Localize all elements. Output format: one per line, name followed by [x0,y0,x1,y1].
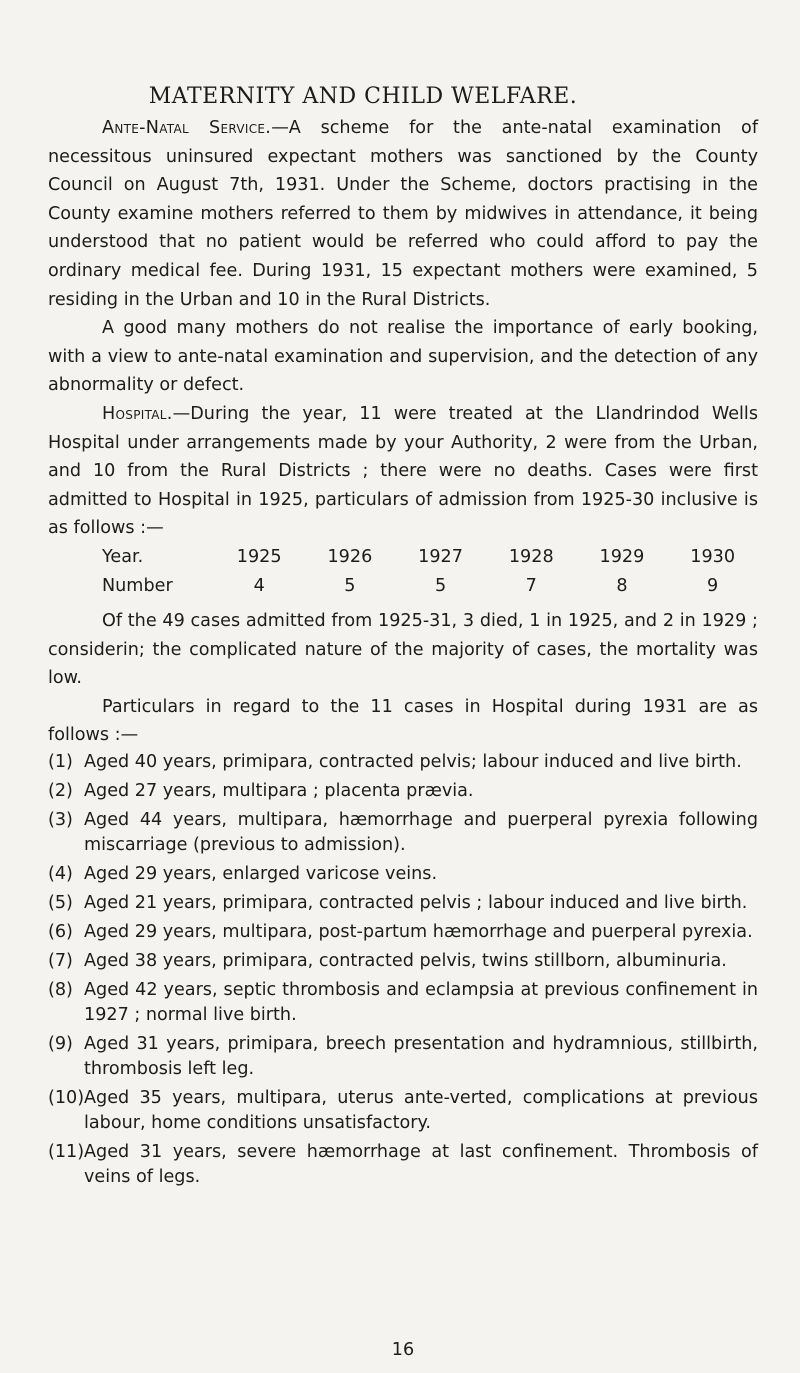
case-text: Aged 44 years, multipara, hæmorrhage and puerperal pyrexia following miscarriage (previous to admission). [84,809,758,855]
list-item [48,920,758,945]
list-item [48,1140,758,1190]
list-item [48,808,758,858]
hospital-heading: Hospital. [102,403,173,424]
case-text: Aged 31 years, severe hæmorrhage at last confinement. Thrombosis of veins of legs. [84,1141,758,1187]
number-label: Number [102,576,173,597]
case-number: (5) [48,892,73,913]
year-cell: 1927 [418,547,463,568]
case-text: Aged 21 years, primipara, contracted pelvis ; labour induced and live birth. [84,892,748,913]
case-number: (11) [48,1141,85,1162]
number-cell: 5 [434,576,447,597]
list-item [48,750,758,775]
ante-natal-heading: Ante-Natal Service. [102,118,272,138]
case-number: (9) [48,1033,73,1054]
number-cell: 9 [707,576,719,597]
list-item [48,862,758,887]
year-cell: 1926 [327,547,373,568]
case-text: Aged 29 years, enlarged varicose veins. [84,863,438,884]
number-cell: 5 [344,576,356,597]
case-text: Aged 40 years, primipara, contracted pelvis; labour induced and live birth. [84,751,742,772]
year-label: Year. [102,547,144,568]
admissions-table [102,543,758,601]
case-text: Aged 38 years, primipara, contracted pelvis, twins stillborn, albuminuria. [84,950,727,971]
number-cell: 4 [253,576,265,597]
page-title: MATERNITY AND CHILD WELFARE. [148,84,578,109]
list-item [48,949,758,974]
case-number: (6) [48,921,73,942]
case-number: (10) [48,1087,85,1108]
case-list [48,750,758,1190]
case-number: (4) [48,863,73,884]
early-booking-paragraph: A good many mothers do not realise the importance of early booking, with a view to ante-natal examination and supervision, and the detection of any abnormality or defect. [48,318,758,396]
case-number: (3) [48,809,73,830]
list-item [48,779,758,804]
case-text: Aged 29 years, multipara, post-partum hæmorrhage and puerperal pyrexia. [84,921,753,942]
case-text: Aged 31 years, primipara, breech presentation and hydramnious, stillbirth, thrombosis left leg. [84,1033,758,1079]
document-body [48,114,758,1194]
list-item [48,1032,758,1082]
case-number: (1) [48,751,73,772]
case-text: Aged 27 years, multipara ; placenta prævia. [84,780,474,801]
number-cell: 7 [525,576,537,597]
list-item [48,1086,758,1136]
year-row [102,543,758,572]
year-cell: 1925 [236,547,282,568]
case-number: (7) [48,950,73,971]
number-row [102,572,758,601]
list-item [48,891,758,916]
number-cell: 8 [616,576,628,597]
ante-natal-paragraph [48,114,758,314]
year-cell: 1930 [690,547,736,568]
list-item [48,978,758,1028]
case-text: Aged 42 years, septic thrombosis and eclampsia at previous confinement in 1927 ; normal live birth. [84,979,758,1025]
year-cell: 1928 [508,547,554,568]
case-number: (8) [48,979,73,1000]
hospital-paragraph [48,400,758,543]
page-number: 16 [391,1340,415,1360]
summary-paragraph: Of the 49 cases admitted from 1925-31, 3 died, 1 in 1925, and 2 in 1929 ; considerin; the complicated nature of the majority of cases, the mortality was low. [48,610,758,689]
ante-natal-text: —A scheme for the ante-natal examination of necessitous uninsured expectant mothers was sanctioned by the County Council on August 7th, 1931. Under the Scheme, doctors practising in the County examine mothers referred to them by midwives in attendance, it being understood that no patient would be referred who could afford to pay the ordinary medical fee. During 1931, 15 expectant mothers were examined, 5 residing in the Urban and 10 in the Rural Districts. [48,118,759,310]
case-number: (2) [48,780,73,801]
hospital-text: —During the year, 11 were treated at the Llandrindod Wells Hospital under arrangements made by your Authority, 2 were from the Urban, and 10 from the Rural Districts ; there were no deaths. Cases were first admitted to Hospital in 1925, particulars of admission from 1925-30 inclusive is as follows :— [48,403,758,539]
particulars-intro: Particulars in regard to the 11 cases in Hospital during 1931 are as follows :— [48,696,758,746]
case-text: Aged 35 years, multipara, uterus ante-verted, complications at previous labour, home conditions unsatisfactory. [84,1087,758,1133]
year-cell: 1929 [599,547,645,568]
